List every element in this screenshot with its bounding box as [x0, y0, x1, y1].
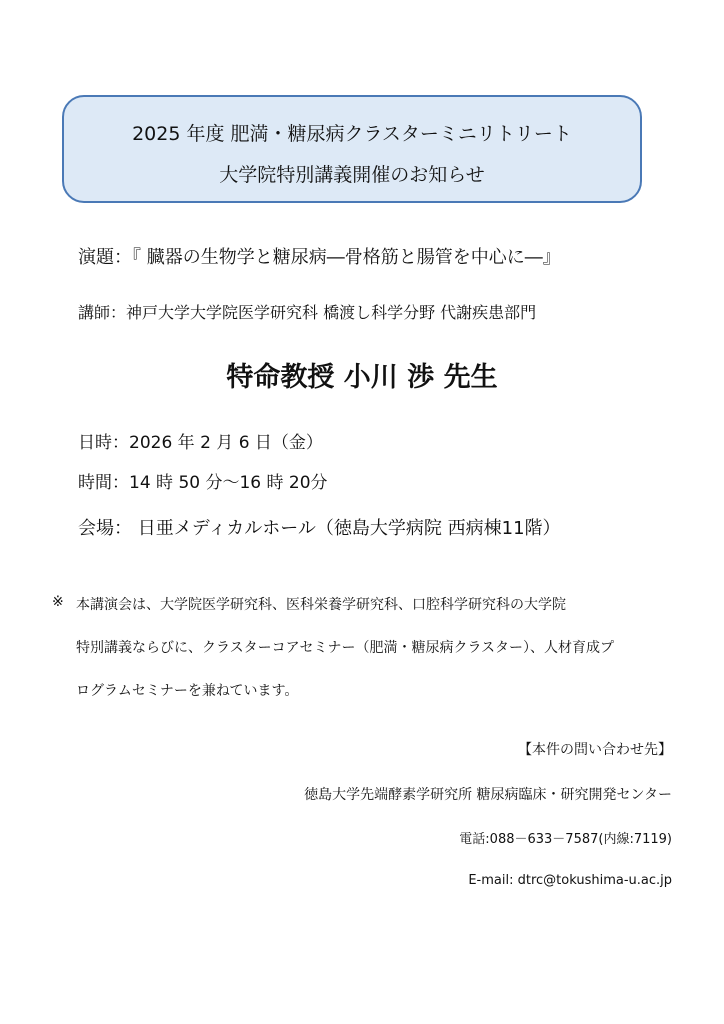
lecturer-name: 特命教授 小川 渉 先生 — [226, 362, 498, 393]
contact-email: E-mail: dtrc@tokushima-u.ac.jp — [468, 873, 672, 888]
event-date: 日時：2026 年 2 月 6 日（金） — [78, 433, 323, 453]
event-title: 2025 年度 肥満・糖尿病クラスターミニリトリート — [132, 123, 572, 145]
event-venue: 会場： 日亜メディカルホール（徳島大学病院 西病棟11階） — [78, 518, 561, 539]
contact-organization: 徳島大学先端酵素学研究所 糖尿病臨床・研究開発センター — [304, 787, 672, 803]
note-mark: ※ — [52, 594, 64, 610]
lecturer-affiliation: 講師：神戸大学大学院医学研究科 橋渡し科学分野 代謝疾患部門 — [78, 303, 537, 322]
title-box — [62, 95, 642, 203]
note-line: 特別講義ならびに、クラスターコアセミナー（肥満・糖尿病クラスター）、人材育成プ — [76, 640, 615, 656]
contact-phone: 電話:088－633－7587(内線:7119) — [459, 832, 672, 847]
event-time: 時間：14 時 50 分～16 時 20分 — [78, 473, 328, 493]
contact-heading: 【本件の問い合わせ先】 — [518, 742, 672, 758]
note-line: 本講演会は、大学院医学研究科、医科栄養学研究科、口腔科学研究科の大学院 — [76, 597, 566, 613]
event-subtitle: 大学院特別講義開催のお知らせ — [219, 164, 485, 186]
note-line: ログラムセミナーを兼ねています。 — [76, 683, 299, 699]
lecture-topic: 演題：『 臓器の生物学と糖尿病―骨格筋と腸管を中心に―』 — [78, 247, 561, 268]
